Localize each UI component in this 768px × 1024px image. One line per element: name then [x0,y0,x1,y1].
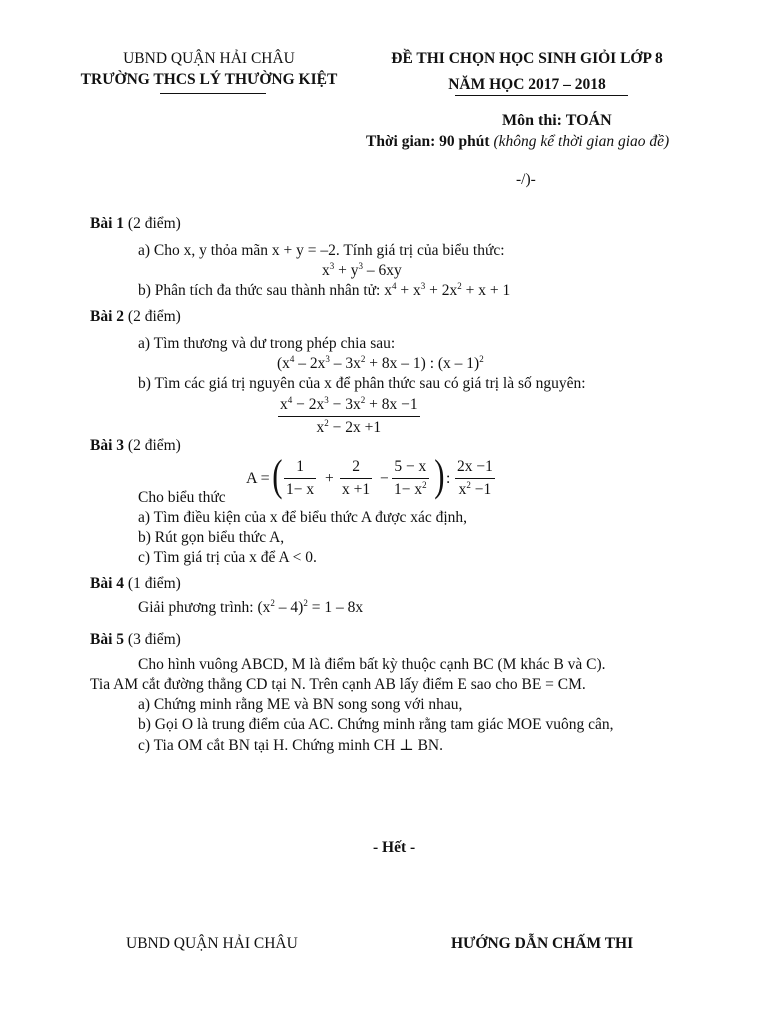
problem-3-intro: Cho biểu thức [138,489,226,506]
problem-5-line-1: Cho hình vuông ABCD, M là điểm bất kỳ thuộc cạnh BC (M khác B và C). [138,656,606,673]
left-paren: ( [272,451,283,500]
problem-4-title: Bài 4 [90,575,125,592]
problem-3c-text: c) Tìm giá trị của x để A < 0. [138,549,317,566]
problem-1a-text: a) Cho x, y thỏa mãn x + y = –2. Tính giá trị của biểu thức: [138,242,505,259]
fraction-1: 1 1− x [286,458,315,498]
subject: Môn thi: TOÁN [502,112,612,129]
fraction-2: 2 x +1 [342,458,371,498]
problem-5a-text: a) Chứng minh rằng ME và BN song song với nhau, [138,696,463,713]
problem-4-points: (1 điểm) [127,575,181,592]
problem-5-heading [90,631,181,649]
time-label: Thời gian: 90 phút [366,133,490,150]
problem-1-heading [90,215,181,233]
problem-5-title: Bài 5 [90,631,125,648]
exam-title: ĐỀ THI CHỌN HỌC SINH GIỎI LỚP 8 [391,50,663,67]
right-paren: ) [434,451,445,500]
problem-1b-text: b) Phân tích đa thức sau thành nhân tử: $x^4 + x^3 + 2x^2 + x + 1$ [138,281,511,299]
problem-2a-expression: $(x^4 - 2x^3 - 3x^2 + 8x - 1)$ : (x – 1)$^2$ [277,354,484,372]
problem-2b-text: b) Tìm các giá trị nguyên của x để phân thức sau có giá trị là số nguyên: [138,375,586,392]
problem-3-points: (2 điểm) [127,437,181,454]
problem-3-heading [90,437,181,455]
plus-sign: + [325,470,334,487]
fraction-denominator: $x^2 - 2x +1$ [316,418,382,436]
problem-5-line-2: Tia AM cắt đường thẳng CD tại N. Trên cạnh AB lấy điểm E sao cho BE = CM. [90,676,586,693]
school-underline [160,93,266,94]
problem-2-heading [90,308,181,326]
problem-1a-expression: $x^3 + y^3 - 6xy$ [322,261,402,279]
time-note: (không kể thời gian giao đề) [493,133,670,150]
problem-5b-text: b) Gọi O là trung điểm của AC. Chứng minh rằng tam giác MOE vuông cân, [138,716,614,733]
year-underline [455,95,628,96]
problem-4-equation: Giải phương trình: $(x^2 - 4)^2 = 1 - 8x$ [138,598,364,616]
problem-2-title: Bài 2 [90,308,125,325]
problem-3-title: Bài 3 [90,437,125,454]
school-name: TRƯỜNG THCS LÝ THƯỜNG KIỆT [80,71,338,88]
problem-3a-text: a) Tìm điều kiện của x để biểu thức A được xác định, [138,509,468,526]
district-name: UBND QUẬN HẢI CHÂU [123,50,295,67]
problem-1-points: (2 điểm) [127,215,181,232]
problem-5c-text: c) Tia OM cắt BN tại H. Chứng minh CH ⊥ BN. [138,737,443,754]
separator: -/)- [516,171,536,188]
end-marker: - Hết - [373,839,416,856]
minus-sign: − [380,470,389,487]
problem-5-points: (3 điểm) [127,631,181,648]
problem-4-heading [90,575,181,593]
expression-lhs: A = [246,470,270,487]
problem-2-points: (2 điểm) [127,308,181,325]
exam-time [366,133,669,151]
problem-1-title: Bài 1 [90,215,125,232]
school-year: NĂM HỌC 2017 – 2018 [448,76,606,93]
division-sign: : [446,470,451,487]
problem-3b-text: b) Rút gọn biểu thức A, [138,529,285,546]
footer-district: UBND QUẬN HẢI CHÂU [126,935,298,952]
problem-2a-text: a) Tìm thương và dư trong phép chia sau: [138,335,396,352]
footer-grading-guide: HƯỚNG DẪN CHẤM THI [451,935,634,952]
fraction-4: 2x −1 $x^2 -1$ [457,458,493,498]
fraction-3: 5 − x $1- x^2$ [394,458,427,498]
problem-2b-fraction [278,396,420,437]
fraction-numerator: $x^4 - 2x^3 - 3x^2 + 8x -1$ [280,395,418,413]
